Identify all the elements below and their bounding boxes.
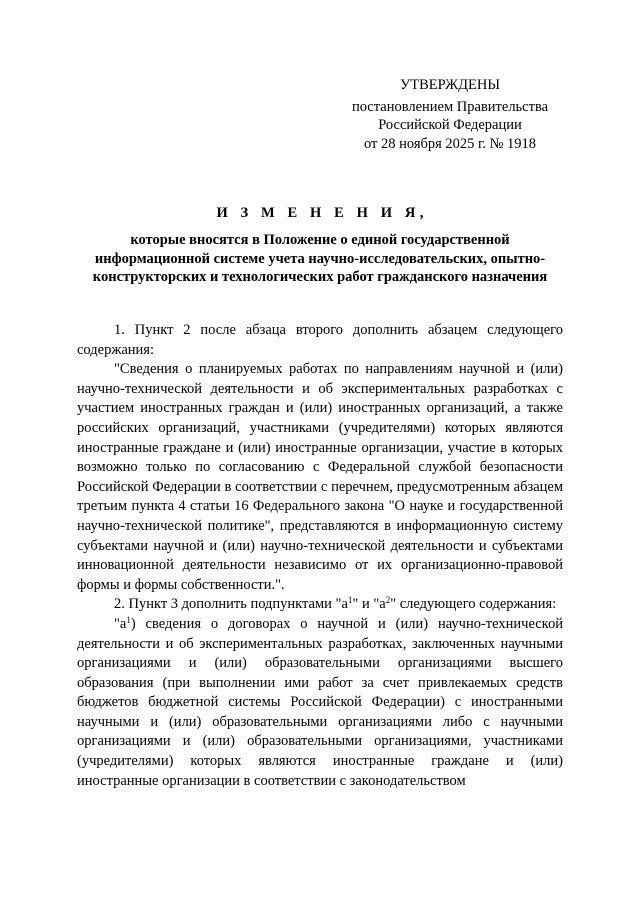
- p3-text-b: " и "а: [352, 596, 386, 613]
- paragraph-4: [77, 615, 563, 791]
- title-main: И З М Е Н Е Н И Я: [216, 205, 420, 221]
- approval-stamp: [330, 76, 570, 153]
- approval-heading: УТВЕРЖДЕНЫ: [399, 77, 501, 93]
- p4-text-b: ) сведения о договорах о научной и (или) научно-технической деятельности и об экспериментальных разработках, заключенных научными организациями и (или) образовательными организациями высшего образования (при выполнении ими работ за счет привлекаемых средств бюджетов бюджетной системы Российской Федерации) с иностранными научными и (или) образовательными организациями либо с научными организациями и (или) образовательными организациями, участниками (учредителями) которых являются иностранные граждане и (или) иностранные организации в соответствии с законодательством: [77, 615, 563, 789]
- p3-superscript-2: 2: [385, 595, 391, 606]
- document-title: [0, 205, 640, 222]
- document-body: [77, 321, 563, 791]
- title-comma: ,: [419, 205, 424, 221]
- p3-superscript-1: 1: [347, 595, 353, 606]
- document-subtitle: которые вносятся в Положение о единой государственной информационной системе учета научно-исследовательских, опытно-конструкторских и технологических работ гражданского назначения: [92, 232, 548, 285]
- p4-superscript: 1: [126, 614, 131, 625]
- paragraph-1: 1. Пункт 2 после абзаца второго дополнить абзацем следующего содержания:: [77, 322, 563, 358]
- paragraph-2: "Сведения о планируемых работах по направлениям научной и (или) научно-технической деятельности и об экспериментальных разработках с участием иностранных граждан и (или) иностранных организаций, а также российских организаций, участниками (учредителями) которых являются иностранные граждане и (или) иностранные организации, участие в которых возможно только по согласованию с Федеральной службой безопасности Российской Федерации в соответствии с перечнем, предусмотренным абзацем третьим пункта 4 статьи 16 Федерального закона "О науке и государственной научно-технической политике", представляются в информационную систему субъектами научной и (или) научно-технической деятельности и субъектами инновационной деятельности независимо от их организационно-правовой формы и формы собственности.".: [77, 361, 563, 593]
- approval-line-1: постановлением Правительства: [351, 98, 549, 115]
- p4-text-a: "а: [114, 615, 127, 632]
- approval-line-2: Российской Федерации: [378, 117, 522, 133]
- paragraph-3: [77, 595, 563, 615]
- p3-text-c: " следующего содержания:: [390, 596, 557, 613]
- approval-line-3: от 28 ноября 2025 г. № 1918: [363, 135, 537, 152]
- p3-text-a: 2. Пункт 3 дополнить подпунктами "а: [114, 596, 348, 613]
